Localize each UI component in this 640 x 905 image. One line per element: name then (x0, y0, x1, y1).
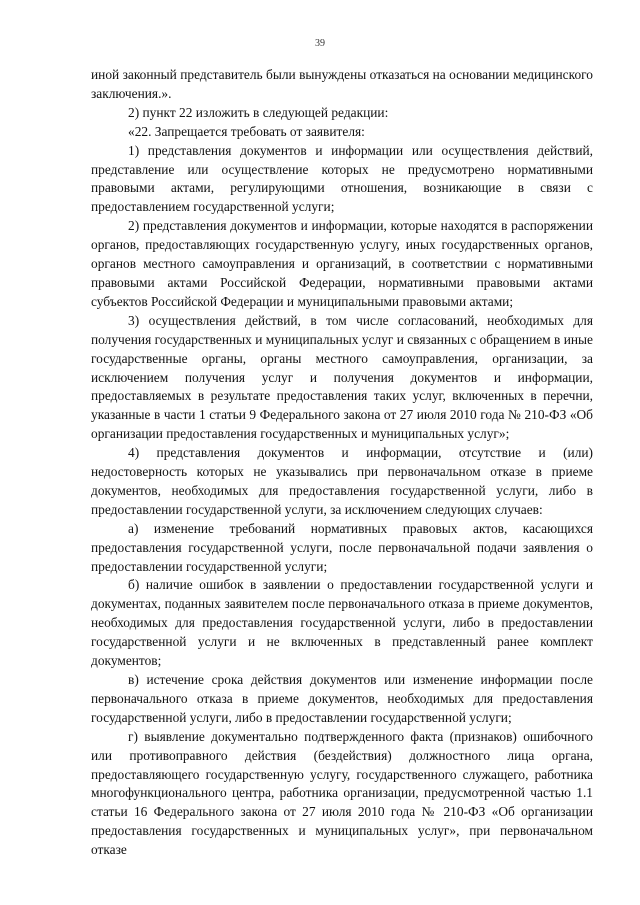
paragraph-item-2: 2) представления документов и информации, которые находятся в распоряжении органов, предоставляющих государственную услугу, иных государственных органов, органов местного самоуправления и организаций, в соответствии с нормативными правовыми актами Российской Федерации, нормативными правовыми актами субъектов Российской Федерации и муниципальными правовыми актами; (91, 218, 593, 309)
paragraph-subitem-g: г) выявление документально подтвержденного факта (признаков) ошибочного или противоправного действия (бездействия) должностного лица органа, предоставляющего государственную услугу, государственного служащего, работника многофункционального центра, работника организации, предусмотренной частью 1.1 статьи 16 Федерального закона от 27 июля 2010 года № 210-ФЗ «Об организации предоставления государственных и муниципальных услуг», при первоначальном отказе (91, 728, 593, 858)
paragraph-subitem-v: в) истечение срока действия документов или изменение информации после первоначального отказа в приеме документов, необходимых для предоставления государственной услуги, либо в предоставлении государственной услуги; (91, 672, 593, 725)
paragraph-amendment-point-2: 2) пункт 22 изложить в следующей редакции: (128, 104, 389, 120)
page-number: 39 (315, 38, 325, 49)
paragraph-item-3: 3) осуществления действий, в том числе согласований, необходимых для получения государственных и муниципальных услуг и связанных с обращением в иные государственные органы, органы местного самоуправления, организации, за исключением получения услуг и получения документов и информации, предоставляемых в результате предоставления таких услуг, включенных в перечни, указанные в части 1 статьи 9 Федерального закона от 27 июля 2010 года № 210-ФЗ «Об организации предоставления государственных и муниципальных услуг»; (91, 312, 593, 442)
paragraph-continuation: иной законный представитель были вынуждены отказаться на основании медицинского заключения.». (91, 67, 593, 101)
paragraph-subitem-b: б) наличие ошибок в заявлении о предоставлении государственной услуги и документах, поданных заявителем после первоначального отказа в приеме документов, необходимых для предоставления государственной услуги, либо в предоставлении государственной услуги и не включенных в представленный ранее комплект документов; (91, 577, 593, 669)
document-body (91, 66, 593, 860)
paragraph-clause-22-intro: «22. Запрещается требовать от заявителя: (128, 123, 365, 139)
paragraph-subitem-a: а) изменение требований нормативных правовых актов, касающихся предоставления государственной услуги, после первоначальной подачи заявления о предоставлении государственной услуги; (91, 520, 593, 574)
paragraph-item-4: 4) представления документов и информации, отсутствие и (или) недостоверность которых не указывались при первоначальном отказе в приеме документов, необходимых для предоставления государственной услуги, либо в предоставлении государственной услуги, за исключением следующих случаев: (91, 445, 593, 517)
paragraph-item-1: 1) представления документов и информации или осуществления действий, представление или осуществление которых не предусмотрено нормативными правовыми актами, регулирующими отношения, возникающие в связи с предоставлением государственной услуги; (91, 142, 593, 215)
